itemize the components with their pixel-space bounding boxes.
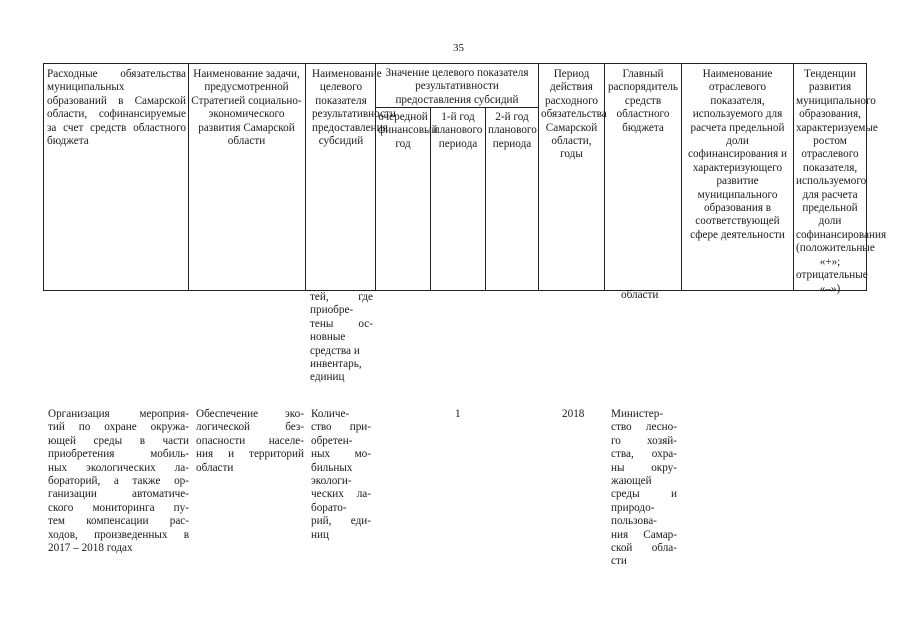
header-obligations: Расходные обязательства муниципальных образований в Самарской области, софинансируемые за счет средств областного бюджета [47, 68, 186, 148]
continuation-indicator: тей, где приобре- тены ос- новные средства и инвентарь, единиц [310, 291, 373, 384]
page-number: 35 [453, 42, 464, 54]
row-indicator: Количе- ство при- обретен- ных мо- бильных экологи- ческих ла- борато- рий, еди- ниц [311, 408, 371, 541]
header-trends: Тенденции развития муниципального образования, характеризуемые ростом отраслевого показателя, используемого для расчета предельной доли софинансирования (положительные «+»; отрицательные «–») [796, 68, 887, 295]
header-sector-indicator: Наименование отраслевого показателя, используемого для расчета предельной доли софинансирования и характеризующего развитие муниципального образования в соответствующей сфере деятельности [688, 68, 787, 241]
divider [375, 64, 376, 290]
divider [188, 64, 189, 290]
divider [485, 107, 486, 290]
divider [604, 64, 605, 290]
divider [305, 64, 306, 290]
row-task: Обеспечение эко- логической без- опасности населе- ния и территорий области [196, 408, 304, 474]
header-period: Период действия расходного обязательства Самарской области, годы [541, 68, 607, 161]
header-plan-year-2: 2-й год планового периода [488, 111, 537, 150]
row-obligation: Организация мероприя- тий по охране окружа- ющей среды в части приобретения мобиль- ных экологических ла- бораторий, а также ор- ганизации автоматиче- ского мониторинга пу- тем компенсации рас- ходов, произведенных в 2017 – 2018 годах [48, 408, 189, 555]
header-budget-manager: Главный распорядитель средств областного бюджета [607, 68, 679, 134]
table-header [43, 63, 887, 295]
divider [538, 64, 539, 290]
row-value: 1 [455, 408, 461, 420]
divider [681, 64, 682, 290]
header-task: Наименование задачи, предусмотренной Стратегией социально-экономического развития Самарской области [191, 68, 302, 148]
continuation-manager: области [621, 289, 659, 301]
row-period: 2018 [562, 408, 585, 420]
header-indicator: Наименование целевого показателя результативности предоставления субсидий [312, 68, 396, 148]
header-plan-year-1: 1-й год планового периода [433, 111, 483, 150]
header-current-year: очередной финансовый год [378, 111, 438, 150]
divider [793, 64, 794, 290]
header-target-value-group: Значение целевого показателя результативности предоставления субсидий [385, 67, 529, 106]
row-manager: Министер- ство лесно- го хозяй- ства, охра- ны окру- жающей среды и природо- пользова- ния Самар- ской обла- сти [611, 408, 677, 568]
